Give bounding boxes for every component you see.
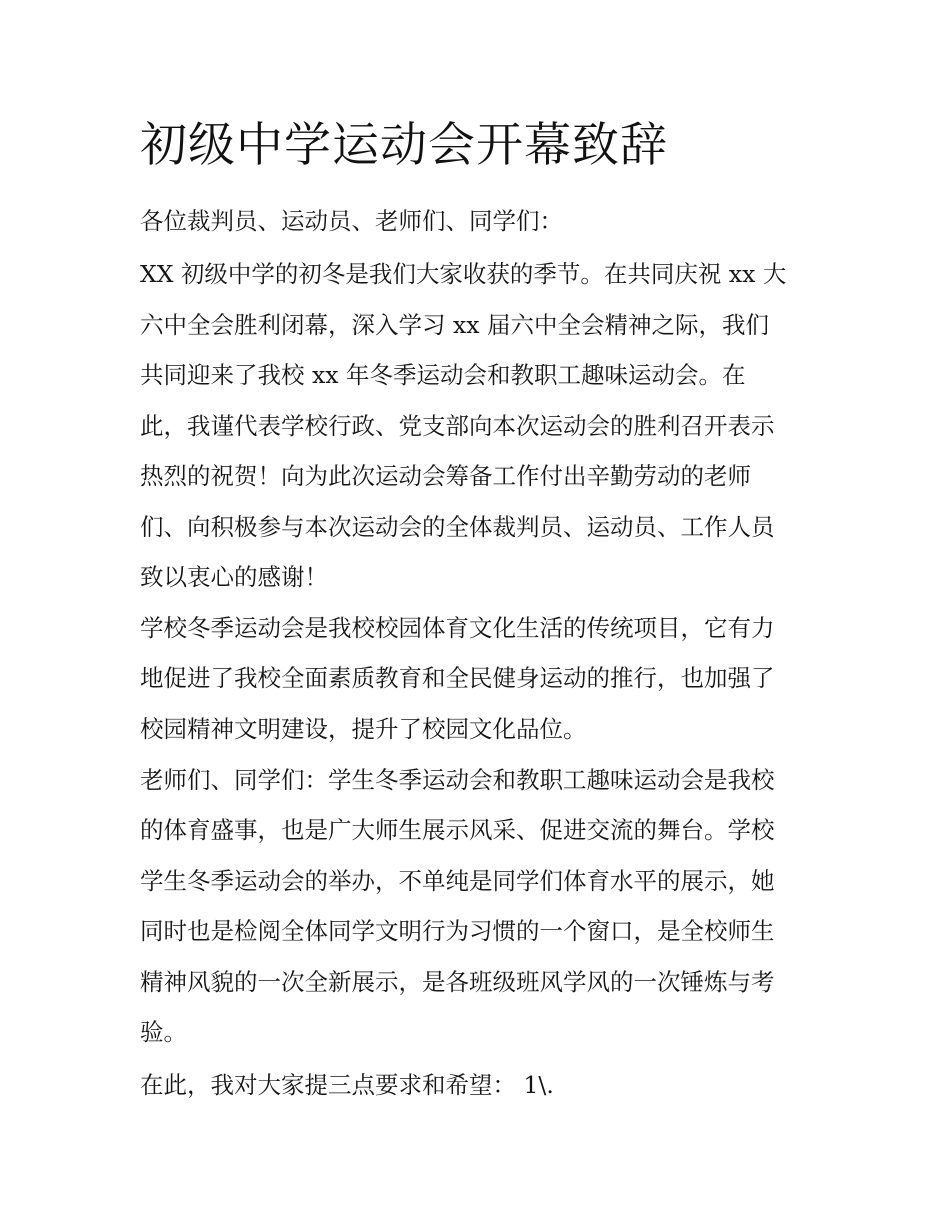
body-line: 共同迎来了我校 xx 年冬季运动会和教职工趣味运动会。在: [140, 361, 746, 389]
body-line: 致以衷心的感谢！: [140, 563, 328, 591]
body-line: 学生冬季运动会的举办，不单纯是同学们体育水平的展示，她: [140, 867, 775, 895]
document-title: 初级中学运动会开幕致辞: [140, 118, 668, 173]
body-line: 地促进了我校全面素质教育和全民健身运动的推行，也加强了: [140, 664, 775, 692]
body-line: 的体育盛事，也是广大师生展示风采、促进交流的舞台。学校: [140, 816, 775, 844]
body-line: 学校冬季运动会是我校校园体育文化生活的传统项目，它有力: [140, 614, 775, 642]
body-line: 老师们、同学们：学生冬季运动会和教职工趣味运动会是我校: [140, 766, 775, 794]
body-line: 此，我谨代表学校行政、党支部向本次运动会的胜利召开表示: [140, 412, 775, 440]
body-line: 们、向积极参与本次运动会的全体裁判员、运动员、工作人员: [140, 513, 775, 541]
body-line: 在此，我对大家提三点要求和希望： 1\.: [140, 1071, 554, 1099]
body-line: 同时也是检阅全体同学文明行为习惯的一个窗口，是全校师生: [140, 917, 775, 945]
body-line: 六中全会胜利闭幕，深入学习 xx 届六中全会精神之际，我们: [140, 311, 769, 339]
body-line: 热烈的祝贺！向为此次运动会筹备工作付出辛勤劳动的老师: [140, 462, 751, 490]
body-line: 精神风貌的一次全新展示，是各班级班风学风的一次锤炼与考: [140, 968, 775, 996]
body-line: 验。: [140, 1018, 187, 1046]
salutation-line: 各位裁判员、运动员、老师们、同学们：: [140, 207, 563, 235]
body-line: XX 初级中学的初冬是我们大家收获的季节。在共同庆祝 xx 大: [140, 260, 787, 288]
body-line: 校园精神文明建设，提升了校园文化品位。: [140, 715, 587, 743]
